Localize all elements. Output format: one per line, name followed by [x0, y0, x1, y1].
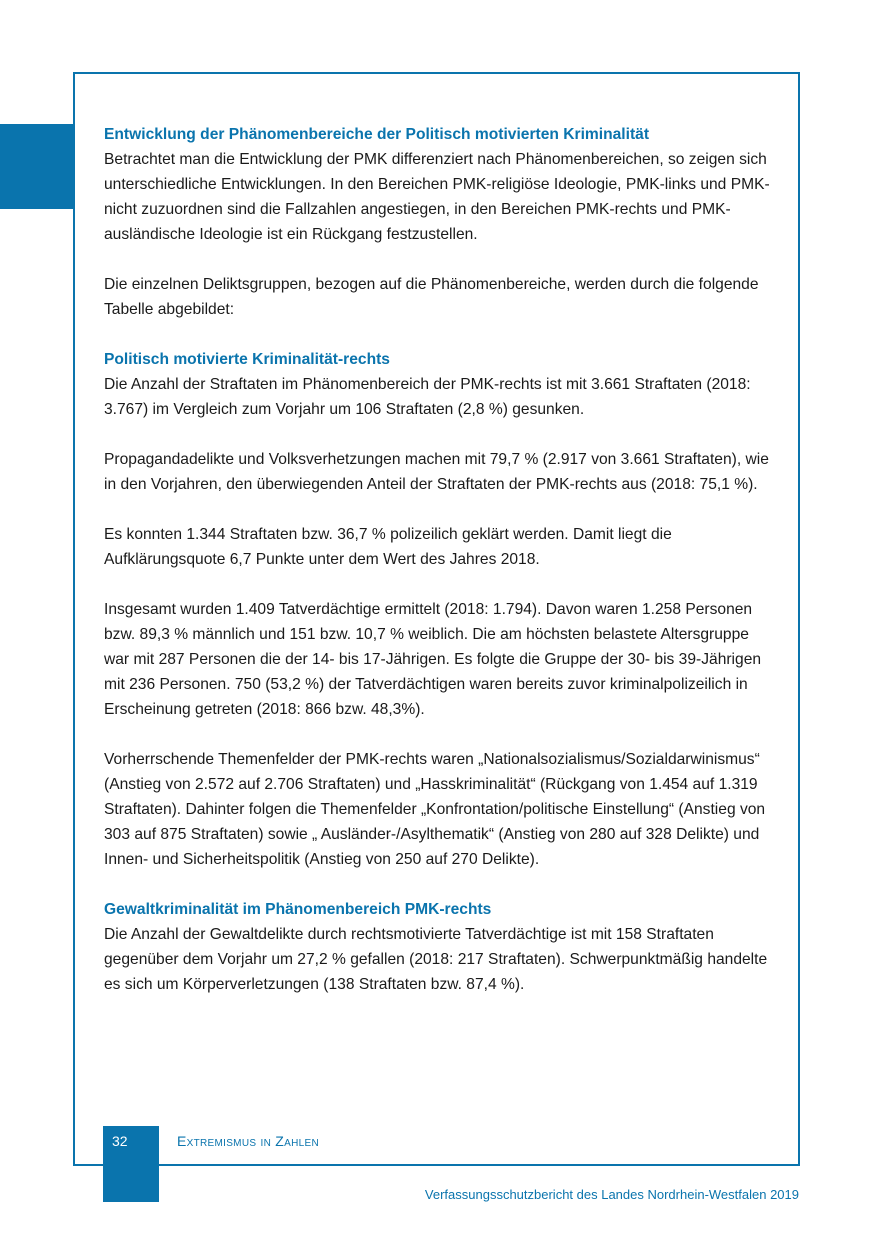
paragraph: Die Anzahl der Straftaten im Phänomenbereich der PMK-rechts ist mit 3.661 Straftaten (2018: 3.767) im Vergleich zum Vorjahr um 106 Straftaten (2,8 %) gesunken.: [104, 376, 751, 418]
side-color-tab: [0, 124, 74, 209]
section-heading-gewalt: Gewaltkriminalität im Phänomenbereich PMK-rechts: [104, 901, 492, 918]
page-number: 32: [112, 1133, 128, 1149]
section-heading-development: Entwicklung der Phänomenbereiche der Politisch motivierten Kriminalität: [104, 126, 650, 143]
paragraph: Propagandadelikte und Volksverhetzungen machen mit 79,7 % (2.917 von 3.661 Straftaten), wie in den Vorjahren, den überwiegenden Anteil der Straftaten der PMK-rechts aus (2018: 75,1 %).: [104, 451, 769, 493]
running-title: Extremismus in Zahlen: [177, 1133, 319, 1149]
paragraph: Insgesamt wurden 1.409 Tatverdächtige ermittelt (2018: 1.794). Davon waren 1.258 Personen bzw. 89,3 % männlich und 151 bzw. 10,7 % weiblich. Die am höchsten belastete Altersgruppe war mit 287 Personen die der 14- bis 17-Jährigen. Es folgte die Gruppe der 30- bis 39-Jährigen mit 236 Personen. 750 (53,2 %) der Tatverdächtigen waren bereits zuvor kriminalpolizeilich in Erscheinung getreten (2018: 866 bzw. 48,3%).: [104, 601, 762, 718]
footer-text: Verfassungsschutzbericht des Landes Nordrhein-Westfalen 2019: [424, 1187, 799, 1202]
paragraph: Es konnten 1.344 Straftaten bzw. 36,7 % polizeilich geklärt werden. Damit liegt die Aufklärungsquote 6,7 Punkte unter dem Wert des Jahres 2018.: [104, 526, 672, 568]
paragraph: Die Anzahl der Gewaltdelikte durch rechtsmotivierte Tatverdächtige ist mit 158 Straftaten gegenüber dem Vorjahr um 27,2 % gefallen (2018: 217 Straftaten). Schwerpunktmäßig handelte es sich um Körperverletzungen (138 Straftaten bzw. 87,4 %).: [104, 926, 768, 993]
paragraph: Die einzelnen Deliktsgruppen, bezogen auf die Phänomenbereiche, werden durch die folgende Tabelle abgebildet:: [104, 276, 759, 318]
section-heading-pmk-rechts: Politisch motivierte Kriminalität-rechts: [104, 351, 390, 368]
paragraph: Betrachtet man die Entwicklung der PMK differenziert nach Phänomenbereichen, so zeigen sich unterschiedliche Entwicklungen. In den Bereichen PMK-religiöse Ideologie, PMK-links und PMK-nicht zuzuordnen sind die Fallzahlen angestiegen, in den Bereichen PMK-rechts und PMK-ausländische Ideologie ist ein Rückgang festzustellen.: [104, 151, 770, 243]
main-content: [104, 122, 774, 1022]
paragraph: Vorherrschende Themenfelder der PMK-rechts waren „Nationalsozialismus/Sozialdarwinismus“ (Anstieg von 2.572 auf 2.706 Straftaten) und „Hasskriminalität“ (Rückgang von 1.454 auf 1.319 Straftaten). Dahinter folgen die Themenfelder „Konfrontation/politische Einstellung“ (Anstieg von 303 auf 875 Straftaten) sowie „ Ausländer-/Asylthematik“ (Anstieg von 280 auf 328 Delikte) und Innen- und Sicherheitspolitik (Anstieg von 250 auf 270 Delikte).: [104, 751, 766, 868]
